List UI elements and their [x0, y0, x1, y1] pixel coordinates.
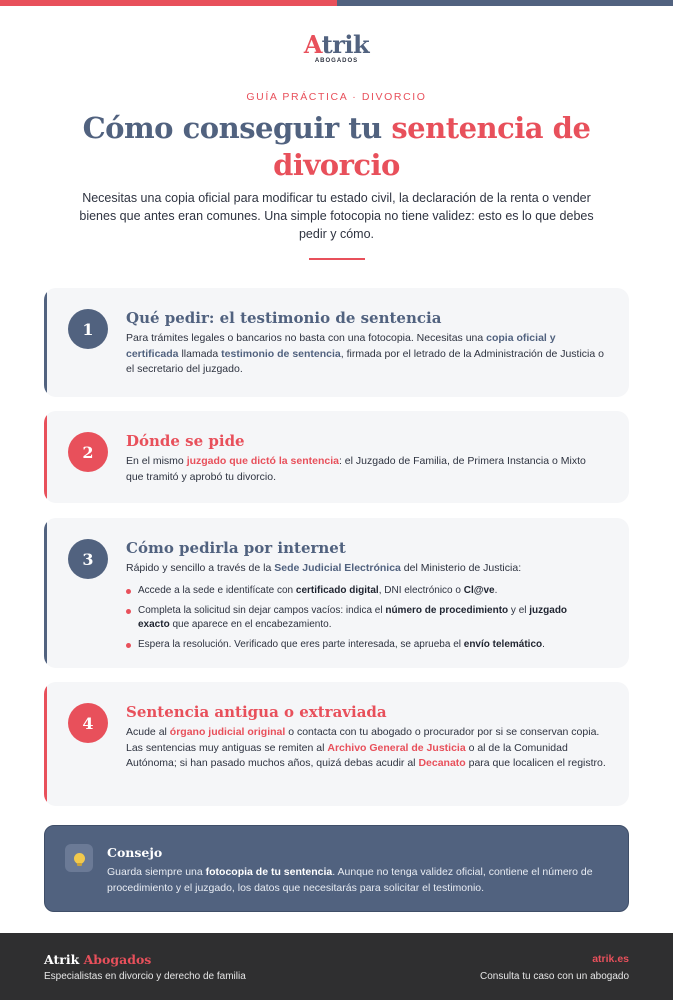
intro-paragraph: Necesitas una copia oficial para modificar tu estado civil, la declaración de la renta o vender bienes que antes eran comunes. Una simple fotocopia no tiene validez: esto es lo que debes pedir y cómo. — [79, 191, 594, 241]
step-title: Qué pedir: el testimonio de sentencia — [126, 309, 442, 327]
logo-mark — [0, 32, 673, 58]
top-bar-blue — [337, 0, 673, 6]
page-title — [60, 110, 613, 184]
bulb-shape — [74, 853, 85, 864]
bullet-dot — [126, 643, 131, 648]
title-divider — [309, 258, 365, 260]
bullet-dot — [126, 589, 131, 594]
card-stripe — [44, 411, 47, 503]
card-stripe — [44, 518, 47, 668]
body-highlight: Archivo General de Justicia — [327, 741, 466, 754]
body-highlight: órgano judicial original — [169, 726, 286, 738]
step-title: Sentencia antigua o extraviada — [126, 703, 387, 721]
logo-mark-a: A — [303, 30, 322, 59]
body-highlight: testimonio de sentencia — [221, 347, 341, 360]
logo-mark-rest: trik — [321, 30, 370, 59]
body-text: En el mismo — [126, 455, 187, 467]
step-text: Completa la solicitud sin dejar campos vacíos: indica el — [138, 604, 386, 616]
step-card-4 — [44, 682, 629, 806]
step-body — [126, 454, 606, 485]
body-text: del Ministerio de Justicia: — [400, 562, 522, 574]
step-body — [126, 331, 606, 378]
body-highlight: juzgado que dictó la sentencia — [186, 455, 339, 467]
step-body — [126, 725, 606, 772]
body-highlight: copia oficial y certificada — [126, 332, 556, 360]
step-text: que aparece en el encabezamiento. — [169, 619, 332, 630]
list-item — [126, 604, 596, 633]
step-strong: Cl@ve — [463, 585, 495, 596]
step-card-3 — [44, 518, 629, 668]
body-text: , firmada por el letrado de la Administración de Justicia o el secretario del juzgado. — [126, 347, 604, 375]
step-card-2 — [44, 411, 629, 503]
list-item — [126, 584, 596, 599]
body-text: : el Juzgado de Familia, de Primera Instancia o Mixto que tramitó y aprobó tu divorcio. — [126, 455, 586, 483]
body-text: Rápido y sencillo a través de la — [126, 562, 275, 574]
eyebrow-label: GUÍA PRÁCTICA · DIVORCIO — [246, 91, 427, 103]
body-text: o al de la Comunidad Autónoma; si han pasado muchos años, quizá debas acudir al — [126, 741, 568, 769]
step-text: . — [494, 585, 498, 596]
step-text: Accede a la sede e identifícate con — [138, 585, 296, 596]
card-stripe — [44, 682, 47, 806]
body-text: Acude al — [126, 726, 170, 738]
title-accent: sentencia de divorcio — [273, 111, 591, 182]
footer-brand-main: Atrik — [44, 952, 84, 967]
top-bar-red — [0, 0, 337, 6]
body-text: Para trámites legales o bancarios no basta con una fotocopia. Necesitas una — [126, 332, 487, 344]
logo-subtitle: ABOGADOS — [314, 58, 359, 64]
body-text: para que localicen el registro. — [465, 757, 606, 769]
body-highlight: Sede Judicial Electrónica — [274, 562, 401, 574]
footer-brand-accent: Abogados — [83, 952, 152, 967]
tip-body — [107, 864, 612, 896]
card-stripe — [44, 288, 47, 397]
step-body — [126, 561, 606, 577]
body-highlight: Decanato — [418, 757, 466, 769]
lightbulb-icon — [65, 844, 93, 872]
step-strong: certificado digital — [295, 585, 379, 596]
tip-text: Guarda siempre una — [107, 866, 206, 878]
step-card-1 — [44, 288, 629, 397]
step-text: y el — [508, 604, 530, 616]
body-text: o contacta con tu abogado o procurador por si se conservan copia. Las sentencias muy antiguas se remiten al — [126, 726, 600, 754]
body-text: llamada — [178, 347, 222, 360]
tip-text: . Aunque no tenga validez oficial, contiene el número de procedimiento y el juzgado, los datos que necesitarás para solicitar el testimonio. — [107, 866, 593, 894]
title-main: Cómo conseguir tu — [82, 111, 392, 145]
footer-cta[interactable]: Consulta tu caso con un abogado — [480, 971, 629, 982]
tip-box — [44, 825, 629, 912]
list-item — [126, 638, 596, 653]
step-strong: juzgado exacto — [138, 604, 568, 630]
step-text: , DNI electrónico o — [378, 585, 464, 596]
step-strong: envío telemático — [463, 638, 543, 650]
top-color-bar — [0, 0, 673, 6]
online-steps-list — [126, 584, 596, 657]
step-strong: número de procedimiento — [385, 604, 509, 616]
footer-tagline: Especialistas en divorcio y derecho de familia — [44, 971, 246, 982]
step-title: Dónde se pide — [126, 432, 245, 450]
logo[interactable] — [0, 32, 673, 64]
tip-title: Consejo — [107, 845, 163, 860]
step-text: Espera la resolución. Verificado que eres parte interesada, se aprueba el — [138, 638, 464, 650]
footer-brand — [44, 952, 151, 967]
step-number-badge: 3 — [68, 539, 108, 579]
bullet-dot — [126, 609, 131, 614]
step-number-badge: 1 — [68, 309, 108, 349]
footer — [0, 933, 673, 1000]
step-number-badge: 2 — [68, 432, 108, 472]
tip-highlight: fotocopia de tu sentencia — [205, 866, 333, 878]
step-title: Cómo pedirla por internet — [126, 539, 346, 557]
step-number-badge: 4 — [68, 703, 108, 743]
footer-site-link[interactable]: atrik.es — [592, 953, 629, 965]
step-text: . — [542, 638, 545, 650]
